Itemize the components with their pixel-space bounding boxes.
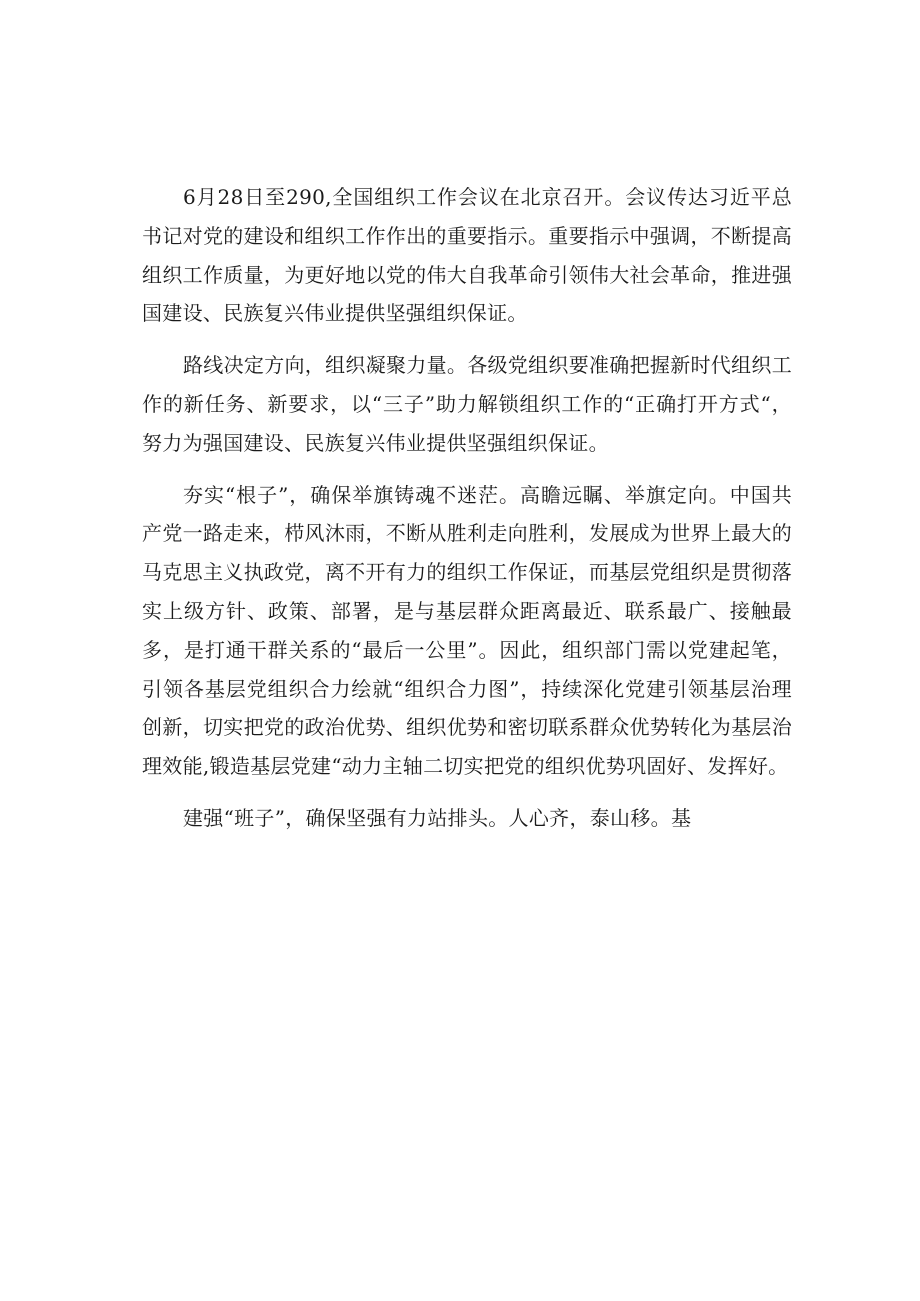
paragraph-3: 夯实“根子”，确保举旗铸魂不迷茫。高瞻远瞩、举旗定向。中国共产党一路走来，栉风沐雨，不断从胜利走向胜利，发展成为世界上最大的马克思主义执政党，离不开有力的组织工作保证，而基层党组织是贯彻落实上级方针、政策、部署，是与基层群众距离最近、联系最广、接触最多，是打通干群关系的“最后一公里”。因此，组织部门需以党建起笔，引领各基层党组织合力绘就“组织合力图”，持续深化党建引领基层治理创新，切实把党的政治优势、组织优势和密切联系群众优势转化为基层治理效能,锻造基层党建“动力主轴二切实把党的组织优势巩固好、发挥好。 [142, 482, 792, 779]
paragraph-2: 路线决定方向，组织凝聚力量。各级党组织要准确把握新时代组织工作的新任务、新要求，以“三子”助力解锁组织工作的“正确打开方式“，努力为强国建设、民族复兴伟业提供坚强组织保证。 [142, 353, 792, 455]
document-body [142, 178, 792, 851]
paragraph-1: 6月28日至290,全国组织工作会议在北京召开。会议传达习近平总书记对党的建设和组织工作作出的重要指示。重要指示中强调，不断提高组织工作质量，为更好地以党的伟大自我革命引领伟大社会革命，推进强国建设、民族复兴伟业提供坚强组织保证。 [142, 185, 792, 326]
paragraph-4: 建强“班子”，确保坚强有力站排头。人心齐，泰山移。基 [183, 805, 692, 830]
